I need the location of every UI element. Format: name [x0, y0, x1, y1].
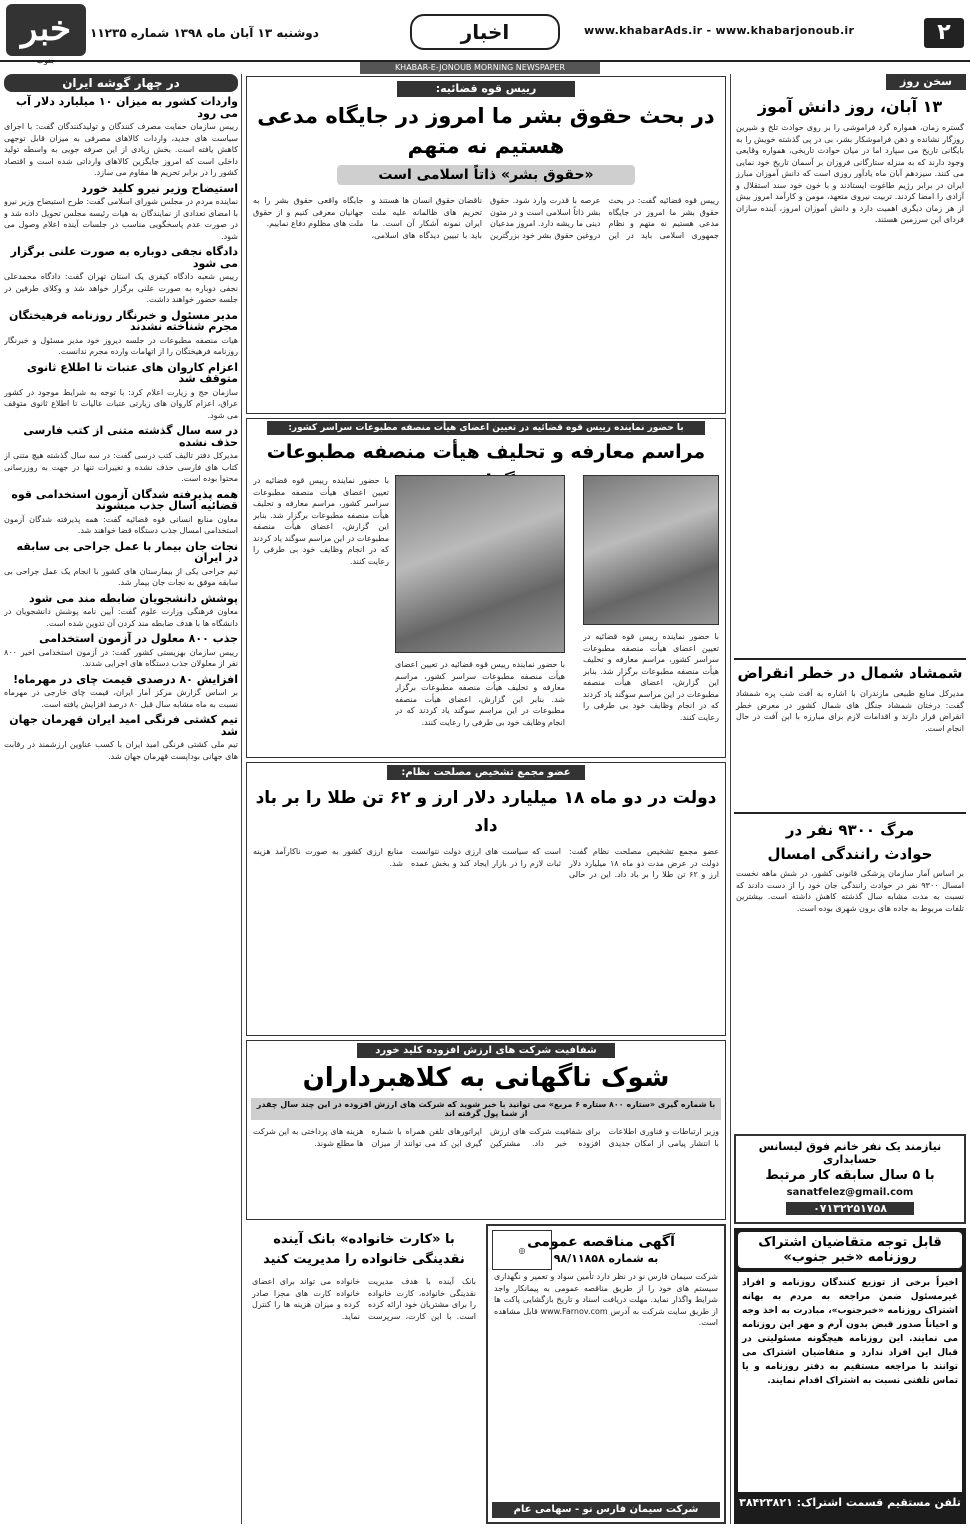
expediency-article [246, 762, 726, 1036]
brief-body: نماینده مردم در مجلس شورای اسلامی گفت: طرح استیضاح وزیر نیرو با امضای تعدادی از نمایندگان به هیات رئیسه مجلس تحویل داده شد و در صورت عدم پاسخگویی مناسب در جلسات آینده اعلام وصول می شود. [4, 197, 238, 241]
website-urls[interactable]: www.khabarAds.ir - www.khabarjonoub.ir [584, 24, 855, 37]
brief-headline: واردات کشور به میزان ۱۰ میلیارد دلار آب می رود [16, 95, 238, 120]
lead-subhead: «حقوق بشر» ذاتاً اسلامی است [337, 165, 635, 185]
expediency-headline: دولت در دو ماه ۱۸ میلیارد دلار ارز و ۶۲ تن طلا را بر باد داد [255, 788, 717, 836]
press-jury-body-1: با حضور نماینده رییس قوه قضائیه در تعیین اعضای هیأت منصفه مطبوعات سراسر کشور، مراسم معارفه و تحلیف هیأت منصفه مطبوعات برگزار شد. بنابر این گزارش، اعضای هیأت منصفه مطبوعات در این مراسم سوگند یاد کردند که در انجام وظایف خود بی طرفی را رعایت کنند. [583, 632, 719, 722]
job-ad [734, 1134, 966, 1224]
brief-headline: نجات جان بیمار با عمل جراحی بی سابقه در ایران [16, 539, 238, 564]
family-card-article [246, 1224, 482, 1524]
job-ad-email[interactable]: sanatfelez@gmail.com [786, 1187, 914, 1198]
lead-article [246, 76, 726, 414]
brief-headline: همه پذیرفته شدگان آزمون استخدامی قوه قضائیه اسال جذب میشوند [11, 487, 238, 512]
value-added-kicker: شفافیت شرکت های ارزش افزوده کلید خورد [357, 1043, 615, 1058]
tender-company: شرکت سیمان فارس نو - سهامی عام [492, 1502, 720, 1518]
brief-headline: جذب ۸۰۰ معلول در آزمون استخدامی [39, 632, 238, 645]
brief-body: تیم جراحی یکی از بیمارستان های کشور با انجام یک عمل جراحی بی سابقه موفق به نجات جان بیمار شد. [4, 566, 238, 587]
section-title: اخبار [410, 14, 560, 50]
family-card-body: بانک آینده با هدف مدیریت نقدینگی خانواده، کارت خانواده را برای مشتریان خود ارائه کرده است. با این کارت، سرپرست خانواده می تواند برای اعضای خانواده کارت های مجزا صادر کرده و میزان هزینه ها را کنترل نماید. [252, 1277, 476, 1321]
brief-body: سازمان حج و زیارت اعلام کرد: با توجه به شرایط موجود در کشور عراق، اعزام کاروان های زیارتی عتبات عالیات تا اطلاع ثانوی متوقف می شود. [4, 387, 238, 420]
family-card-headline-1: با «کارت خانواده» بانک آینده [273, 1232, 455, 1247]
driving-deaths-headline-1: مرگ ۹۳۰۰ نفر در [785, 821, 915, 839]
news-brief-column [4, 74, 238, 1524]
brief-body: هیات منصفه مطبوعات در جلسه دیروز خود مدیر مسئول و خبرنگار روزنامه فرهیختگان را از اتهامات وارده مجرم ندانست. [4, 335, 238, 356]
ceremony-photo [395, 475, 565, 653]
english-banner: KHABAR-E-JONOUB MORNING NEWSPAPER [360, 62, 600, 74]
subscription-title: قابل توجه متقاضیان اشتراک روزنامه «خبر جنوب» [738, 1232, 962, 1268]
official-photo [583, 475, 719, 625]
press-jury-kicker: با حضور نماینده رییس قوه قضائیه در تعیین اعضای هیأت منصفه مطبوعات سراسر کشور: [267, 421, 705, 435]
tender-body: شرکت سیمان فارس نو در نظر دارد تأمین سواد و تعمیر و نگهداری سیستم های خود را از طریق مناقصه عمومی به پیمانکار واجد شرایط واگذار نماید. مهلت دریافت اسناد و تاریخ بازگشایی پاکت ها از طریق سایت شرکت به آدرس www.Farnov.com قابل مشاهده است. [494, 1272, 718, 1327]
brief-body: رییس سازمان بهزیستی کشور گفت: در آزمون استخدامی اخیر ۸۰۰ نفر از معلولان جذب دستگاه های اجرایی شدند. [4, 647, 238, 668]
logo-subtitle: جنوب [36, 56, 56, 65]
brief-headline: دادگاه نجفی دوباره به صورت علنی برگزار می شود [10, 245, 238, 270]
expediency-kicker: عضو مجمع تشخیص مصلحت نظام: [387, 765, 585, 780]
boxwood-body: مدیرکل منابع طبیعی مازندران با اشاره به آفت شب پره شمشاد گفت: درختان شمشاد جنگل های شمال کشور در معرض خطر انقراض قرار دارند و اقدامات لازم برای مبارزه با این آفت در حال انجام است. [736, 689, 964, 733]
press-jury-article [246, 418, 726, 758]
boxwood-article [734, 658, 966, 808]
page-number: ۲ [924, 18, 964, 48]
press-jury-body-2: با حضور نماینده رییس قوه قضائیه در تعیین اعضای هیأت منصفه مطبوعات سراسر کشور، مراسم معارفه و تحلیف هیأت منصفه مطبوعات برگزار شد. بنابر این گزارش، اعضای هیأت منصفه مطبوعات در این مراسم سوگند یاد کردند که در انجام وظایف خود بی طرفی را رعایت کنند. [253, 476, 389, 566]
brief-body: مدیرکل دفتر تالیف کتب درسی گفت: در سه سال گذشته هیچ متنی از کتاب های فارسی حذف نشده و تغییرات تنها در جهت به روزرسانی محتوا بوده است. [4, 451, 238, 483]
brief-body: رییس سازمان حمایت مصرف کنندگان و تولیدکنندگان گفت: با اجرای سیاست های جدید، واردات کالاهای مصرفی به میزان قابل توجهی کاهش یافته است. بخش زیادی از این صرفه جویی به واسطه تولید داخلی است که امروز جایگزین کالاهای وارداتی شده است و اقتصاد کشور را در برابر تحریم ها مقاوم می سازد. [4, 122, 238, 177]
tender-title: آگهی مناقصه عمومی [527, 1234, 675, 1250]
lead-kicker: رییس قوه قضائیه: [397, 81, 575, 97]
press-jury-body-3: با حضور نماینده رییس قوه قضائیه در تعیین اعضای هیأت منصفه مطبوعات سراسر کشور، مراسم معارفه و تحلیف هیأت منصفه مطبوعات برگزار شد. بنابر این گزارش، اعضای هیأت منصفه مطبوعات در این مراسم سوگند یاد کردند که در انجام وظایف خود بی طرفی را رعایت کنند. [395, 660, 565, 727]
family-card-headline-2: نقدینگی خانواده را مدیریت کنید [263, 1252, 465, 1267]
editorial-tag: سخن روز [886, 74, 966, 90]
value-added-body: وزیر ارتباطات و فناوری اطلاعات با انتشار پیامی از امکان جدیدی برای شفافیت شرکت های ارزش افزوده خبر داد. مشترکین اپراتورهای تلفن همراه با شماره گیری این کد می توانند از میزان هزینه های پرداختی به این شرکت ها مطلع شوند. [253, 1127, 719, 1148]
job-ad-subtitle: با ۵ سال سابقه کار مرتبط [765, 1168, 935, 1183]
brief-headline: پوشش دانشجویان ضابطه مند می شود [29, 591, 238, 605]
lead-body: رییس قوه قضائیه گفت: در بحث حقوق بشر ما امروز در جایگاه مدعی هستیم نه متهم و نظام جمهوری اسلامی باید در این عرصه با قدرت وارد شود. حقوق بشر ذاتاً اسلامی است و در متون دینی ما ریشه دارد. امروز مدعیان دروغین حقوق بشر خود بزرگترین ناقضان حقوق انسان ها هستند و تحریم های ظالمانه علیه ملت ایران نمونه آشکار آن است. ما باید با تبیین دیدگاه های اسلامی، جایگاه واقعی حقوق بشر را به جهانیان معرفی کنیم و از حقوق ملت های مظلوم دفاع نماییم. [253, 196, 719, 240]
brief-headline: افزایش ۸۰ درصدی قیمت چای در مهرماه! [13, 672, 238, 686]
brief-list [4, 96, 238, 762]
brief-body: تیم ملی کشتی فرنگی امید ایران با کسب عناوین ارزشمند در رقابت های جهانی بوداپست قهرمان جهان شد. [4, 740, 238, 761]
lead-headline: در بحث حقوق بشر ما امروز در جایگاه مدعی هستیم نه متهم [257, 104, 715, 158]
expediency-body: عضو مجمع تشخیص مصلحت نظام گفت: دولت در عرض مدت دو ماه ۱۸ میلیارد دلار ارز و ۶۲ تن طلا را بر باد داد. این در حالی است که سیاست های ارزی دولت نتوانست ثبات لازم را در بازار ایجاد کند و بخش عمده منابع ارزی کشور به صورت ناکارآمد هزینه شد. [253, 847, 720, 879]
subscription-notice [734, 1228, 966, 1524]
issue-date: دوشنبه ۱۳ آبان ماه ۱۳۹۸ شماره ۱۱۲۳۵ [90, 26, 319, 40]
masthead [0, 0, 970, 65]
driving-deaths-headline-2: حوادث رانندگی امسال [767, 845, 933, 863]
press-jury-headline: مراسم معارفه و تحلیف هیأت منصفه مطبوعات [266, 441, 706, 463]
column-title: در چهار گوشه ایران [4, 74, 238, 92]
brief-body: رییس شعبه دادگاه کیفری یک استان تهران گفت: دادگاه محمدعلی نجفی دوباره به صورت علنی برگزار خواهد شد و وکلای طرفین در جلسه حضور خواهند داشت. [4, 272, 238, 304]
driving-deaths-body: بر اساس آمار سازمان پزشکی قانونی کشور، در شش ماهه نخست امسال ۹۳۰۰ نفر در حوادث رانندگی جان خود را از دست دادند که نسبت به مدت مشابه سال گذشته کاهش داشته است. بیشترین تلفات مربوط به جاده های برون شهری بوده است. [736, 869, 965, 913]
newspaper-logo: خبر [6, 4, 86, 56]
brief-headline: اعزام کاروان های عتبات تا اطلاع ثانوی متوقف شد [27, 360, 238, 385]
driving-deaths-article [734, 812, 966, 1130]
brief-headline: مدیر مسئول و خبرنگار روزنامه فرهیختگان مجرم شناخته نشدند [8, 308, 238, 333]
company-logo: ◎ [492, 1230, 552, 1270]
brief-headline: استیضاح وزیر نیرو کلید خورد [81, 181, 238, 195]
tender-ad [486, 1224, 726, 1524]
subscription-body: اخیراً برخی از توزیع کنندگان روزنامه و افراد غیرمسئول ضمن مراجعه به مردم به بهانه اشتراک روزنامه «خبرجنوب»، مبادرت به اخذ وجه و احیاناً صدور قبض بدون آرم و مهر این روزنامه می نمایند. این روزنامه هیچگونه مسئولیتی در قبال این افراد ندارد و متقاضیان اشتراک می توانند با مراجعه مستقیم به دفتر روزنامه و یا تماس تلفنی نسبت به اشتراک اقدام نمایند. [738, 1272, 962, 1492]
subscription-phone: تلفن مستقیم قسمت اشتراک: ۳۸۴۲۳۸۲۱ [739, 1496, 961, 1509]
editorial-body: گستره زمان، همواره گرد فراموشی را بر روی حوادث تلخ و شیرین روزگار نشانده و ذهن فراموشکار بشر، بی در پی گذشته خویش را به بایگانی تاریخ می سپارد اما در میان حوادث تاریخی، همواره وقایعی وجود دارند که به منزله ستارگانی فروزان بر آسمان تاریخ خود نمایی می کنند. سیزدهم آبان ماه یادآور روزی است که دانش آموزان مبارز ایران در برابر رژیم طاغوت ایستادند و با خون خود سند استقلال و آزادی را امضا کردند. تربیت نیروی متعهد، مومن و کارآمد امروز بیش از هر زمان دیگری اهمیت دارد و دانش آموزان امروز، آینده سازان فردای این سرزمین هستند. [736, 123, 964, 224]
value-added-headline: شوک ناگهانی به کلاهبرداران [302, 1063, 670, 1093]
tender-number: به شماره ۹۸/۱۱۸۵۸ [553, 1252, 659, 1265]
brief-body: معاون منابع انسانی قوه قضائیه گفت: همه پذیرفته شدگان آزمون استخدامی امسال جذب دستگاه قضا خواهند شد. [4, 514, 238, 535]
editorial-headline: ۱۳ آبان، روز دانش آموز [757, 97, 943, 116]
brief-headline: در سه سال گذشته متنی از کتب فارسی حذف نشده [23, 424, 238, 449]
brief-headline: تیم کشتی فرنگی امید ایران قهرمان جهان شد [9, 713, 238, 738]
job-ad-title: نیازمند یک نفر خانم فوق لیسانس حسابداری [758, 1140, 942, 1166]
brief-body: معاون فرهنگی وزارت علوم گفت: آیین نامه پوشش دانشجویان در دانشگاه ها با هدف ضابطه مند کردن آن تدوین شده است. [4, 607, 238, 628]
job-ad-phone[interactable]: ۰۷۱۳۲۲۵۱۷۵۸ [786, 1202, 914, 1215]
value-added-subbar: با شماره گیری «ستاره ۸۰۰ ستاره ۶ مربع» می توانید با خبر شوید که شرکت های ارزش افزوده در این چند سال چقدر از شما پول گرفته اند [251, 1098, 721, 1120]
boxwood-headline: شمشاد شمال در خطر انقراض [737, 664, 963, 682]
brief-body: بر اساس گزارش مرکز آمار ایران، قیمت چای خارجی در مهرماه نسبت به ماه مشابه سال قبل ۸۰ درصد افزایش یافته است. [4, 688, 238, 709]
editorial-column [734, 74, 966, 654]
value-added-article [246, 1040, 726, 1220]
